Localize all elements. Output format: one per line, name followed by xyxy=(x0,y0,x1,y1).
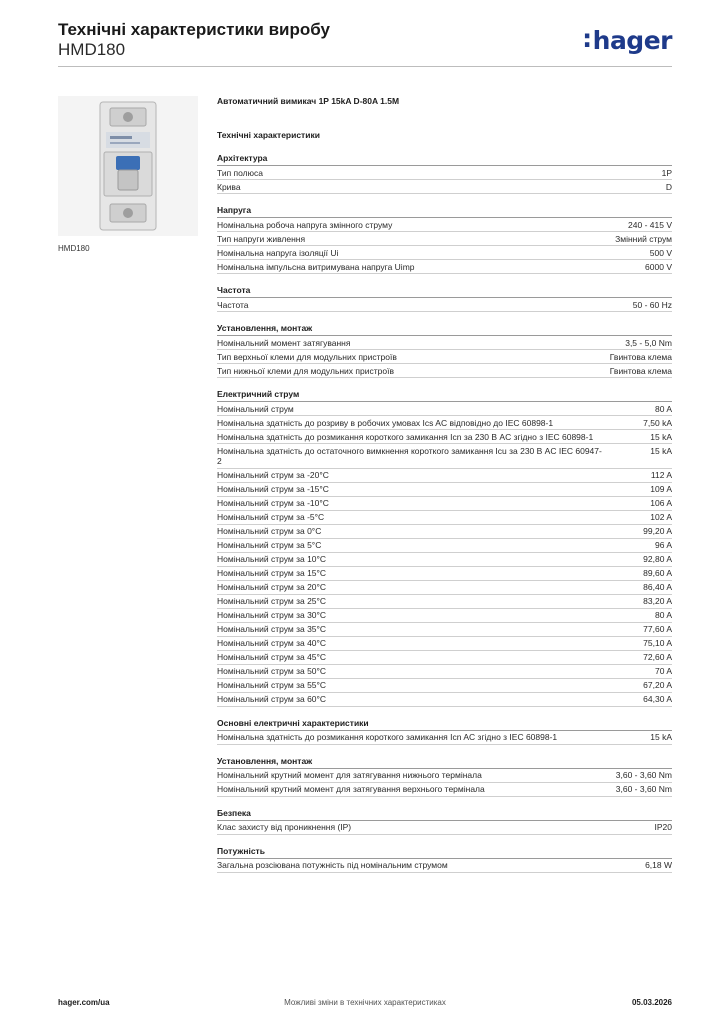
spec-sections xyxy=(217,152,672,873)
spec-value: 7,50 kA xyxy=(643,417,672,428)
page-header xyxy=(58,20,330,60)
spec-value: 96 A xyxy=(654,540,672,550)
spec-label: Номінальний струм за 0°C xyxy=(217,526,322,536)
spec-value: IP20 xyxy=(654,822,672,832)
spec-value: Гвинтова клема xyxy=(609,365,672,376)
spec-value: 77,60 A xyxy=(643,624,672,634)
product-image xyxy=(58,96,198,236)
spec-value: 6,18 W xyxy=(645,860,672,870)
spec-label: Номінальна робоча напруга змінного струму xyxy=(217,219,393,230)
spec-row xyxy=(217,731,672,745)
spec-row xyxy=(217,623,672,637)
spec-row xyxy=(217,525,672,539)
spec-row xyxy=(217,665,672,679)
spec-section xyxy=(217,204,672,274)
spec-value: 80 A xyxy=(654,403,672,414)
spec-section xyxy=(217,152,672,194)
section-title: Електричний струм xyxy=(217,388,672,402)
page-subtitle: HMD180 xyxy=(58,40,126,59)
spec-content xyxy=(217,94,672,873)
footer-date: 05.03.2026 xyxy=(631,998,672,1007)
spec-row xyxy=(217,260,672,274)
spec-row xyxy=(217,218,672,232)
spec-label: Тип верхньої клеми для модульних пристроїв xyxy=(217,351,397,362)
spec-section xyxy=(217,845,672,873)
spec-value: 67,20 A xyxy=(643,680,672,690)
spec-row xyxy=(217,232,672,246)
spec-row xyxy=(217,180,672,194)
spec-value: 3,5 - 5,0 Nm xyxy=(625,337,672,348)
spec-row xyxy=(217,298,672,312)
spec-label: Номінальний струм за -10°C xyxy=(217,498,329,508)
spec-value: 106 A xyxy=(650,498,672,508)
page-title: Технічні характеристики виробу xyxy=(58,20,330,39)
section-title: Архітектура xyxy=(217,152,672,166)
spec-row xyxy=(217,497,672,511)
spec-row xyxy=(217,609,672,623)
spec-value: 64,30 A xyxy=(643,694,672,704)
spec-value: 3,60 - 3,60 Nm xyxy=(615,784,672,794)
section-title: Установлення, монтаж xyxy=(217,755,672,769)
spec-value: Змінний струм xyxy=(615,233,672,244)
spec-value: 92,80 A xyxy=(643,554,672,564)
product-name: Автоматичний вимикач 1P 15kA D-80A 1.5M xyxy=(217,96,400,106)
section-title: Потужність xyxy=(217,845,672,859)
spec-label: Тип нижньої клеми для модульних пристроїв xyxy=(217,365,394,376)
spec-label: Частота xyxy=(217,299,249,310)
spec-row xyxy=(217,769,672,783)
spec-row xyxy=(217,567,672,581)
footer-website-link[interactable]: hager.com/ua xyxy=(58,998,110,1007)
spec-label: Номінальний момент затягування xyxy=(217,337,351,348)
section-title: Безпека xyxy=(217,807,672,821)
spec-row xyxy=(217,539,672,553)
spec-row xyxy=(217,679,672,693)
spec-label: Номінальний крутний момент для затягування нижнього термінала xyxy=(217,770,482,780)
spec-value: 15 kA xyxy=(650,431,672,442)
hager-logo[interactable]: :hager xyxy=(582,24,672,55)
spec-label: Номінальний струм за 60°C xyxy=(217,694,327,704)
spec-label: Номінальний струм за 35°C xyxy=(217,624,327,634)
spec-value: 109 A xyxy=(650,484,672,494)
spec-label: Номінальна здатність до розмикання короткого замикання Icn AC згідно з IEC 60898-1 xyxy=(217,732,558,742)
spec-label: Номінальний струм за 45°C xyxy=(217,652,327,662)
spec-row xyxy=(217,859,672,873)
spec-label: Номінальна здатність до розриву в робочих умовах Ics AC відповідно до IEC 60898-1 xyxy=(217,417,554,428)
spec-value: 99,20 A xyxy=(643,526,672,536)
spec-row xyxy=(217,595,672,609)
spec-section xyxy=(217,322,672,378)
spec-label: Крива xyxy=(217,181,241,192)
spec-row xyxy=(217,402,672,416)
spec-row xyxy=(217,783,672,797)
spec-row xyxy=(217,511,672,525)
spec-value: 500 V xyxy=(649,247,672,258)
spec-label: Клас захисту від проникнення (IP) xyxy=(217,822,352,832)
spec-row xyxy=(217,444,672,469)
spec-row xyxy=(217,693,672,707)
spec-label: Номінальний струм за 5°C xyxy=(217,540,322,550)
section-title: Установлення, монтаж xyxy=(217,322,672,336)
spec-row xyxy=(217,350,672,364)
spec-value: 240 - 415 V xyxy=(628,219,672,230)
spec-value: 112 A xyxy=(650,470,672,480)
spec-label: Номінальний крутний момент для затягування верхнього термінала xyxy=(217,784,485,794)
spec-value: 75,10 A xyxy=(643,638,672,648)
spec-row xyxy=(217,166,672,180)
spec-label: Номінальний струм за -5°C xyxy=(217,512,325,522)
spec-row xyxy=(217,483,672,497)
spec-row xyxy=(217,651,672,665)
spec-label: Загальна розсіювана потужність під номінальним струмом xyxy=(217,860,448,870)
spec-label: Номінальний струм за 40°C xyxy=(217,638,327,648)
spec-label: Номінальний струм за 15°C xyxy=(217,568,327,578)
section-title: Основні електричні характеристики xyxy=(217,717,672,731)
spec-label: Номінальна імпульсна витримувана напруга Uimp xyxy=(217,261,415,272)
section-title: Частота xyxy=(217,284,672,298)
spec-label: Номінальний струм за -20°C xyxy=(217,470,329,480)
spec-value: 72,60 A xyxy=(643,652,672,662)
spec-value: 1P xyxy=(661,167,672,178)
spec-section xyxy=(217,807,672,835)
spec-row xyxy=(217,581,672,595)
spec-value: 15 kA xyxy=(650,445,672,456)
spec-label: Тип полюса xyxy=(217,167,263,178)
spec-label: Номінальний струм за 20°C xyxy=(217,582,327,592)
spec-label: Номінальний струм за -15°C xyxy=(217,484,329,494)
spec-value: 6000 V xyxy=(645,261,672,272)
spec-row xyxy=(217,364,672,378)
spec-row xyxy=(217,416,672,430)
spec-row xyxy=(217,637,672,651)
spec-label: Тип напруги живлення xyxy=(217,233,306,244)
spec-value: 89,60 A xyxy=(643,568,672,578)
spec-row xyxy=(217,246,672,260)
product-image-caption: HMD180 xyxy=(58,244,90,253)
spec-value: 15 kA xyxy=(650,732,672,742)
spec-row xyxy=(217,336,672,350)
spec-row xyxy=(217,821,672,835)
spec-value: 70 A xyxy=(654,666,672,676)
spec-label: Номінальна здатність до остаточного вимкнення короткого замикання Icu за 230 В AC IEC 60947-2 xyxy=(217,445,602,466)
section-title: Напруга xyxy=(217,204,672,218)
spec-value: D xyxy=(665,181,672,192)
header-divider xyxy=(58,66,672,67)
spec-value: 83,20 A xyxy=(643,596,672,606)
spec-value: 50 - 60 Hz xyxy=(632,299,672,310)
spec-row xyxy=(217,553,672,567)
spec-label: Номінальний струм за 10°C xyxy=(217,554,327,564)
spec-label: Номінальний струм за 50°C xyxy=(217,666,327,676)
spec-label: Номінальний струм xyxy=(217,403,294,414)
spec-value: 3,60 - 3,60 Nm xyxy=(615,770,672,780)
tech-specs-heading: Технічні характеристики xyxy=(217,130,320,140)
spec-section xyxy=(217,755,672,797)
spec-label: Номінальний струм за 30°C xyxy=(217,610,327,620)
spec-label: Номінальна напруга ізоляції Ui xyxy=(217,247,339,258)
spec-value: 102 A xyxy=(650,512,672,522)
spec-label: Номінальний струм за 55°C xyxy=(217,680,327,690)
spec-value: 80 A xyxy=(654,610,672,620)
spec-label: Номінальний струм за 25°C xyxy=(217,596,327,606)
spec-section xyxy=(217,284,672,312)
spec-row xyxy=(217,430,672,444)
spec-row xyxy=(217,469,672,483)
spec-section xyxy=(217,388,672,707)
spec-value: Гвинтова клема xyxy=(609,351,672,362)
spec-section xyxy=(217,717,672,745)
footer-disclaimer: Можливі зміни в технічних характеристиках xyxy=(284,998,446,1007)
spec-value: 86,40 A xyxy=(643,582,672,592)
spec-label: Номінальна здатність до розмикання короткого замикання Icn за 230 В AC згідно з IEC 60898-1 xyxy=(217,431,594,442)
